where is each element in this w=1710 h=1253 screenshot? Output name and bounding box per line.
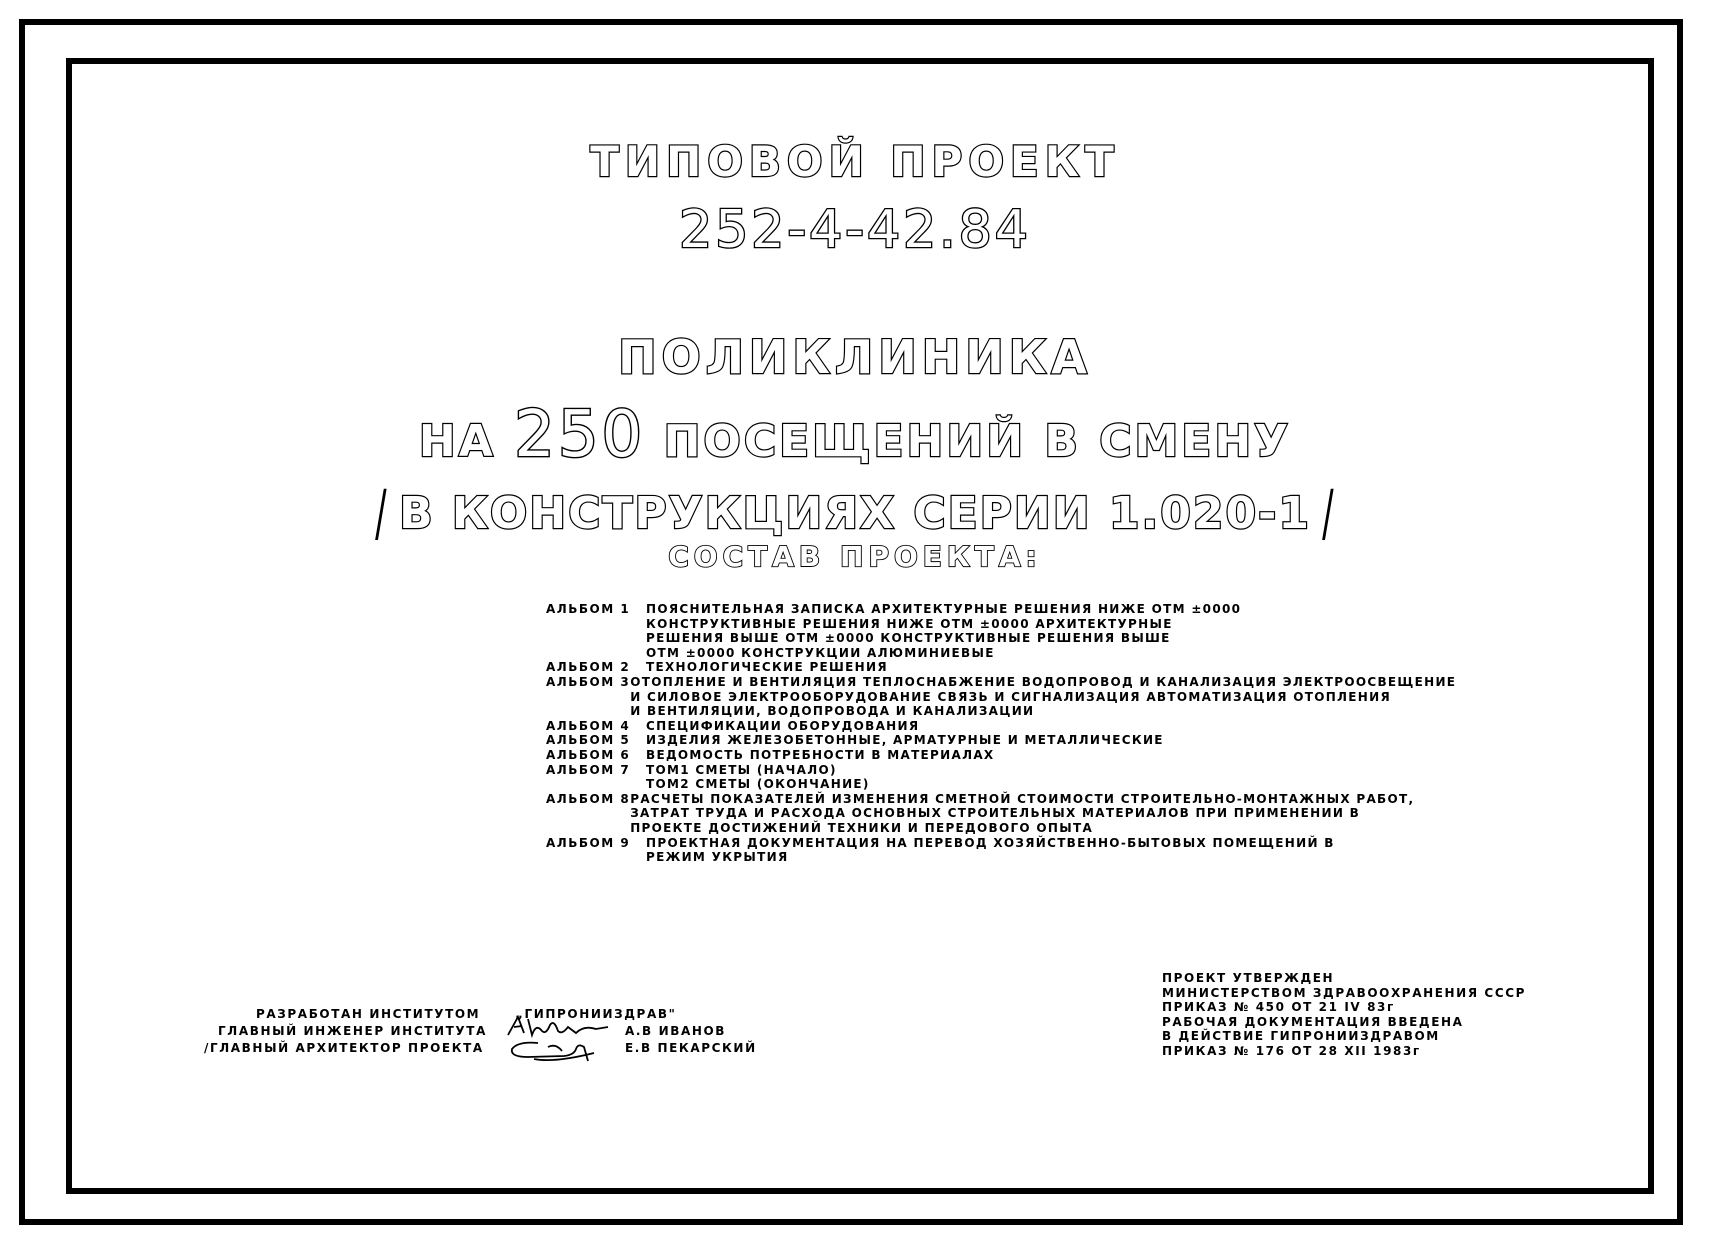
approval-line: В ДЕЙСТВИЕ ГИПРОНИИЗДРАВОМ xyxy=(1162,1029,1440,1043)
capacity-prefix: НА xyxy=(418,416,496,467)
album-description-line: ИЗДЕЛИЯ ЖЕЛЕЗОБЕТОННЫЕ, АРМАТУРНЫЕ И МЕТАЛЛИЧЕСКИЕ xyxy=(646,733,1164,748)
chief-architect-signature xyxy=(504,1037,604,1065)
album-description-line: РЕЖИМ УКРЫТИЯ xyxy=(646,850,789,865)
album-description-line: ПОЯСНИТЕЛЬНАЯ ЗАПИСКА АРХИТЕКТУРНЫЕ РЕШЕНИЯ НИЖЕ ОТМ ±0000 xyxy=(646,602,1242,616)
album-description xyxy=(646,733,1366,748)
album-description-line: РАСЧЕТЫ ПОКАЗАТЕЛЕЙ ИЗМЕНЕНИЯ СМЕТНОЙ СТОИМОСТИ СТРОИТЕЛЬНО-МОНТАЖНЫХ РАБОТ, xyxy=(630,791,1415,806)
credits-block xyxy=(204,1007,764,1058)
chief-architect-name: Е.В ПЕКАРСКИЙ xyxy=(625,1041,757,1055)
capacity-suffix: ПОСЕЩЕНИЙ В СМЕНУ xyxy=(663,416,1292,467)
album-description xyxy=(646,836,1366,865)
approval-line: ПРОЕКТ УТВЕРЖДЕН xyxy=(1162,971,1335,985)
chief-engineer-role: ГЛАВНЫЙ ИНЖЕНЕР ИНСТИТУТА xyxy=(218,1024,487,1038)
chief-engineer-name: А.В ИВАНОВ xyxy=(625,1024,727,1038)
project-type-title: ТИПОВОЙ ПРОЕКТ xyxy=(590,137,1120,186)
album-item xyxy=(546,791,1415,836)
album-description-line: ПРОЕКТЕ ДОСТИЖЕНИЙ ТЕХНИКИ И ПЕРЕДОВОГО ОПЫТА xyxy=(630,820,1094,835)
album-description xyxy=(630,675,1456,719)
album-item xyxy=(546,836,1366,865)
series-slash-open: / xyxy=(375,476,388,549)
album-description-line: КОНСТРУКТИВНЫЕ РЕШЕНИЯ НИЖЕ ОТМ ±0000 АРХИТЕКТУРНЫЕ xyxy=(646,616,1173,631)
album-label: АЛЬБОМ 1 xyxy=(546,602,631,616)
credit-architect-row xyxy=(204,1041,764,1058)
album-label: АЛЬБОМ 5 xyxy=(546,733,631,748)
album-item xyxy=(546,748,1366,763)
album-description xyxy=(646,660,1366,675)
album-description xyxy=(646,719,1366,734)
album-description-line: И ВЕНТИЛЯЦИИ, ВОДОПРОВОДА И КАНАЛИЗАЦИИ xyxy=(630,704,1035,719)
series-text: В КОНСТРУКЦИЯХ СЕРИИ 1.020-1 xyxy=(399,488,1311,539)
institute-name: „ГИПРОНИИЗДРАВ" xyxy=(515,1007,677,1021)
album-description-line: СПЕЦИФИКАЦИИ ОБОРУДОВАНИЯ xyxy=(646,718,920,733)
album-description-line: ТЕХНОЛОГИЧЕСКИЕ РЕШЕНИЯ xyxy=(646,660,888,675)
developed-by-label: РАЗРАБОТАН ИНСТИТУТОМ xyxy=(256,1007,481,1021)
album-item xyxy=(546,602,1366,660)
album-description-line: ТОМ2 СМЕТЫ (ОКОНЧАНИЕ) xyxy=(646,777,870,792)
chief-architect-role: /ГЛАВНЫЙ АРХИТЕКТОР ПРОЕКТА xyxy=(204,1041,484,1055)
approval-line: ПРИКАЗ № 176 ОТ 28 XII 1983г xyxy=(1162,1043,1421,1058)
object-name: ПОЛИКЛИНИКА xyxy=(618,330,1092,384)
album-description-line: РЕШЕНИЯ ВЫШЕ ОТМ ±0000 КОНСТРУКТИВНЫЕ РЕШЕНИЯ ВЫШЕ xyxy=(646,631,1171,646)
album-description-line: ТОМ1 СМЕТЫ (НАЧАЛО) xyxy=(646,762,837,777)
album-description-line: ЗАТРАТ ТРУДА И РАСХОДА ОСНОВНЫХ СТРОИТЕЛЬНЫХ МАТЕРИАЛОВ ПРИ ПРИМЕНЕНИИ В xyxy=(630,806,1361,821)
album-item xyxy=(546,719,1366,734)
album-label: АЛЬБОМ 2 xyxy=(546,660,631,675)
chief-engineer-signature xyxy=(504,1013,614,1039)
approval-block xyxy=(1162,971,1562,1058)
album-label: АЛЬБОМ 8 xyxy=(546,791,631,806)
album-list xyxy=(546,602,1457,865)
album-label: АЛЬБОМ 4 xyxy=(546,718,631,733)
album-description-line: ОТМ ±0000 КОНСТРУКЦИИ АЛЮМИНИЕВЫЕ xyxy=(646,645,995,660)
album-description-line: И СИЛОВОЕ ЭЛЕКТРООБОРУДОВАНИЕ СВЯЗЬ И СИГНАЛИЗАЦИЯ АВТОМАТИЗАЦИЯ ОТОПЛЕНИЯ xyxy=(630,689,1392,704)
album-label: АЛЬБОМ 6 xyxy=(546,747,631,762)
credit-developed-row xyxy=(204,1007,764,1024)
credit-engineer-row xyxy=(204,1024,764,1041)
approval-line: ПРИКАЗ № 450 ОТ 21 IV 83г xyxy=(1162,1000,1395,1014)
album-description xyxy=(646,748,1366,763)
album-label: АЛЬБОМ 9 xyxy=(546,835,631,850)
series-slash-close: / xyxy=(1322,476,1335,549)
contents-heading: СОСТАВ ПРОЕКТА: xyxy=(668,540,1042,573)
album-item xyxy=(546,660,1366,675)
album-description-line: ПРОЕКТНАЯ ДОКУМЕНТАЦИЯ НА ПЕРЕВОД ХОЗЯЙСТВЕННО-БЫТОВЫХ ПОМЕЩЕНИЙ В xyxy=(646,835,1335,850)
album-description xyxy=(630,792,1414,836)
album-description xyxy=(646,602,1366,660)
album-description-line: ВЕДОМОСТЬ ПОТРЕБНОСТИ В МАТЕРИАЛАХ xyxy=(646,747,995,762)
album-item xyxy=(546,674,1457,719)
approval-line: РАБОЧАЯ ДОКУМЕНТАЦИЯ ВВЕДЕНА xyxy=(1162,1014,1464,1029)
album-description-line: ОТОПЛЕНИЕ И ВЕНТИЛЯЦИЯ ТЕПЛОСНАБЖЕНИЕ ВОДОПРОВОД И КАНАЛИЗАЦИЯ ЭЛЕКТРООСВЕЩЕНИЕ xyxy=(630,674,1457,689)
album-label: АЛЬБОМ 7 xyxy=(546,762,631,777)
construction-series xyxy=(0,476,1710,549)
album-item xyxy=(546,763,1366,792)
project-number: 252-4-42.84 xyxy=(679,200,1031,260)
album-description xyxy=(646,763,1366,792)
approval-line: МИНИСТЕРСТВОМ ЗДРАВООХРАНЕНИЯ СССР xyxy=(1162,985,1527,1000)
capacity-value: 250 xyxy=(514,398,646,472)
album-label: АЛЬБОМ 3 xyxy=(546,674,631,689)
album-item xyxy=(546,733,1366,748)
object-capacity xyxy=(0,398,1710,472)
